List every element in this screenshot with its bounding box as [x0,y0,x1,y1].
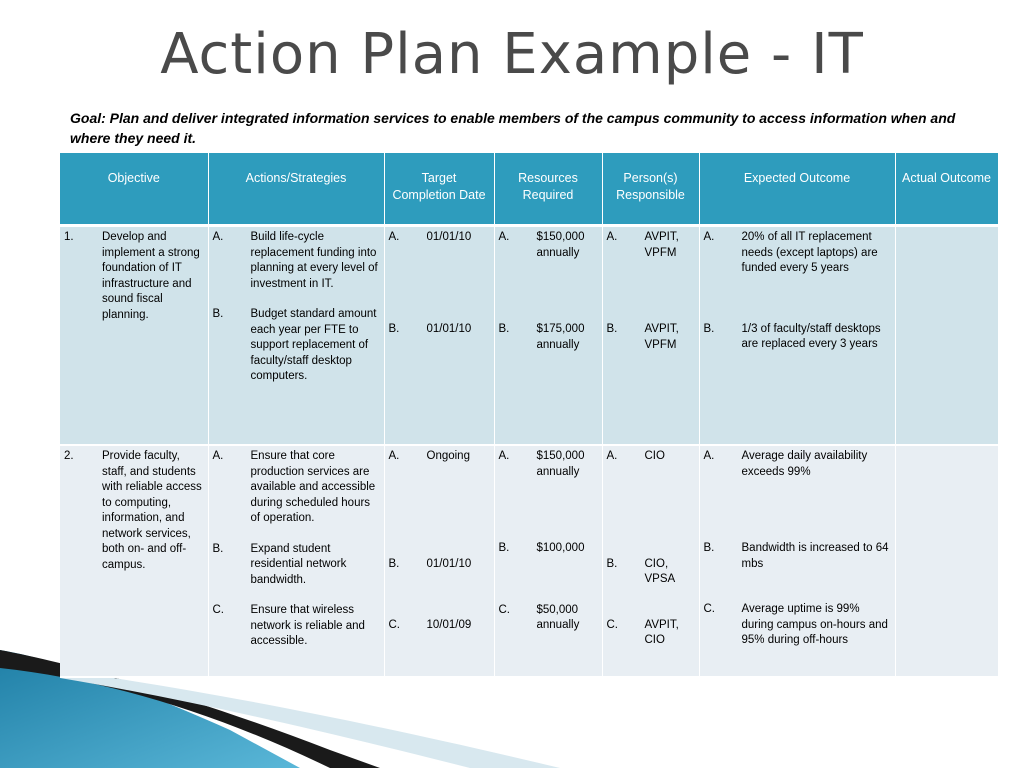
expected-outcome-text: Bandwidth is increased to 64 mbs [741,542,889,570]
action-text: Ensure that wireless network is reliable and accessible. [250,604,365,647]
person-responsible: AVPIT, VPFM [644,231,679,259]
expected-outcome-cell [699,226,895,446]
list-marker: C. [606,618,618,631]
action-text: Expand student residential network bandwidth. [250,542,347,586]
person-responsible: CIO [644,450,665,462]
expected-outcome-text: 20% of all IT replacement needs (except laptops) are funded every 5 years [741,231,878,274]
list-marker: A. [498,231,510,243]
actions-cell [208,445,384,677]
list-marker: B. [703,322,715,335]
target-date-cell [384,226,494,446]
header-actions-strategies: Actions/Strategies [208,153,384,226]
target-date: 10/01/09 [426,619,472,631]
actual-outcome-cell [895,226,998,446]
list-marker: B. [703,542,715,554]
action-text: Budget standard amount each year per FTE to support replacement of faculty/staff desktop computers. [250,308,377,382]
action-plan-table [60,153,999,678]
list-marker: B. [498,542,510,554]
slide-title: Action Plan Example - IT [160,22,864,87]
goal-statement: Goal: Plan and deliver integrated information services to enable members of the campus community to access information when and where they need it. [70,110,956,146]
list-marker: C. [212,604,224,616]
objective-text: Develop and implement a strong foundation of IT infrastructure and sound fiscal planning. [102,231,200,321]
list-marker: B. [498,323,510,335]
expected-outcome-cell [699,445,895,677]
list-marker: A. [212,450,224,462]
list-marker: C. [498,603,510,616]
list-marker: A. [388,450,400,462]
target-date: 01/01/10 [426,322,472,335]
resources-cell [494,226,602,446]
resource-amount: $175,000 annually [536,323,585,351]
action-text: Build life-cycle replacement funding into planning at every level of investment in IT. [250,231,378,290]
expected-outcome-text: Average daily availability exceeds 99% [741,450,868,478]
action-text: Ensure that core production services are available and accessible during scheduled hours of operation. [250,450,376,524]
objective-text: Provide faculty, staff, and students with reliable access to computing, information, and network services, both on- and off-campus. [102,450,202,571]
table-header-row [60,153,998,226]
person-responsible: CIO, VPSA [644,557,676,585]
target-date-cell [384,445,494,677]
list-marker: A. [606,450,618,462]
header-target-completion-date: Target Completion Date [384,153,494,226]
resource-amount: $100,000 [536,542,585,554]
persons-cell [602,445,699,677]
objective-cell [60,226,208,446]
expected-outcome-text: 1/3 of faculty/staff desktops are replaced every 3 years [741,322,881,350]
table-row [60,445,998,677]
header-expected-outcome: Expected Outcome [699,153,895,226]
objective-cell [60,445,208,677]
list-marker: B. [212,542,224,555]
target-date: 01/01/10 [426,557,472,570]
list-marker: B. [606,323,618,335]
list-marker: B. [606,557,618,570]
actual-outcome-cell [895,445,998,677]
expected-outcome-text: Average uptime is 99% during campus on-hours and 95% during off-hours [741,603,888,646]
table-row [60,226,998,446]
list-marker: A. [703,231,715,243]
list-marker: A. [498,450,510,462]
target-date: Ongoing [426,450,470,462]
resources-cell [494,445,602,677]
header-objective: Objective [60,153,208,226]
list-marker: B. [388,322,400,335]
actions-cell [208,226,384,446]
persons-cell [602,226,699,446]
list-marker: A. [388,231,400,243]
person-responsible: AVPIT, VPFM [644,323,679,351]
header-resources-required: Resources Required [494,153,602,226]
list-marker: B. [212,308,224,320]
list-marker: B. [388,557,400,570]
target-date: 01/01/10 [426,231,472,243]
row-number: 2. [64,450,74,462]
resource-amount: $150,000 annually [536,450,585,478]
list-marker: A. [212,231,224,243]
list-marker: C. [703,603,715,615]
list-marker: A. [703,450,715,462]
resource-amount: $50,000 annually [536,603,580,631]
person-responsible: AVPIT, CIO [644,618,679,646]
list-marker: C. [388,619,400,631]
list-marker: A. [606,231,618,243]
header-actual-outcome: Actual Outcome [895,153,998,226]
resource-amount: $150,000 annually [536,231,585,259]
header-persons-responsible: Person(s) Responsible [602,153,699,226]
row-number: 1. [64,231,74,243]
